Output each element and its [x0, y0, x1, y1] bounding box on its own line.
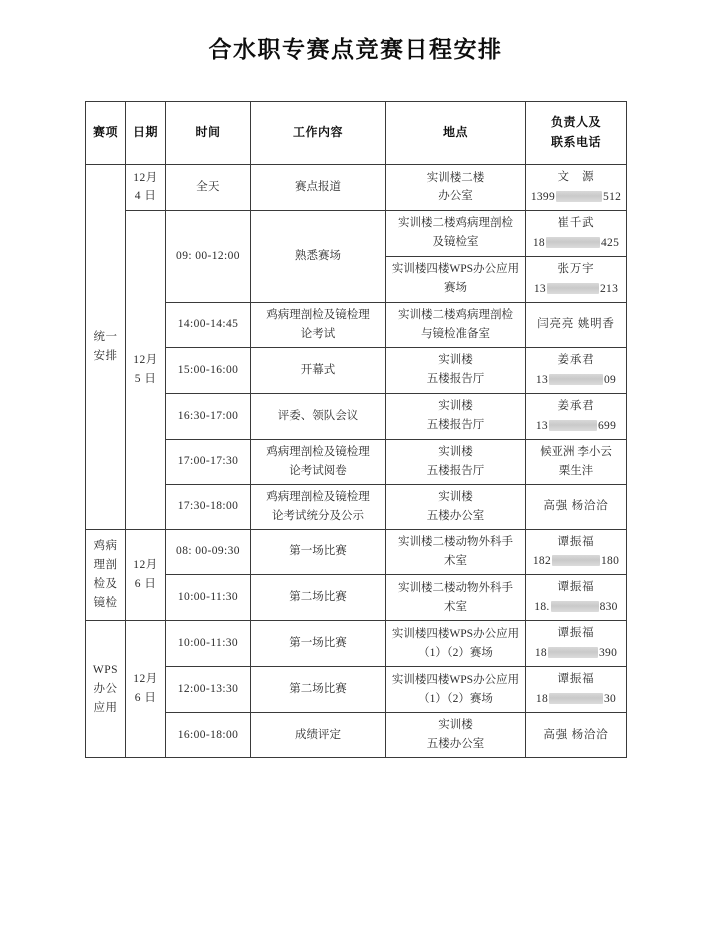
group-label-wps-office: [86, 621, 126, 758]
person-name: 候亚洲 李小云: [540, 445, 612, 458]
place-cell: [386, 393, 526, 439]
table-row: [86, 667, 627, 713]
table-row: [86, 165, 627, 211]
time-cell: 10:00-11:30: [166, 621, 251, 667]
redaction-box: [551, 601, 599, 612]
work-cell: 评委、领队会议: [251, 393, 386, 439]
person-cell: [526, 439, 627, 484]
place-line: 五楼办公室: [426, 509, 485, 522]
table-row: [86, 529, 627, 575]
date-line: 12月: [133, 673, 158, 686]
group-label-line: WPS: [92, 663, 119, 676]
table-row: [86, 302, 627, 347]
place-line: 实训楼四楼WPS办公应用: [391, 627, 520, 640]
phone-prefix: 18: [535, 693, 548, 706]
phone-number: [528, 417, 624, 436]
phone-suffix: 09: [604, 373, 617, 386]
place-line: 五楼办公室: [426, 738, 485, 751]
phone-suffix: 512: [603, 190, 622, 203]
column-header-event: 赛项: [86, 102, 126, 165]
work-line: 鸡病理剖检及镜检理: [266, 445, 370, 458]
place-cell: [386, 484, 526, 529]
place-cell: [386, 575, 526, 621]
place-line: 实训楼二楼鸡病理剖检: [398, 308, 513, 321]
group-label-line: 办公: [93, 682, 118, 695]
place-line: 与镜检准备室: [421, 327, 490, 340]
table-header: [86, 102, 627, 165]
person-name: 谭振福: [557, 535, 595, 548]
schedule-table-container: [85, 101, 626, 758]
work-cell: [251, 439, 386, 484]
place-cell: [386, 713, 526, 758]
work-line: 论考试: [300, 327, 336, 340]
phone-prefix: 13: [533, 282, 546, 295]
phone-prefix: 182: [532, 555, 551, 568]
column-header-time: 时间: [166, 102, 251, 165]
table-row: [86, 439, 627, 484]
person-cell: [526, 529, 627, 575]
person-name: 谭振福: [557, 581, 595, 594]
column-header-person-line2: 联系电话: [550, 135, 601, 149]
column-header-work: 工作内容: [251, 102, 386, 165]
place-line: 实训楼二楼动物外科手: [398, 581, 513, 594]
phone-suffix: 180: [601, 555, 620, 568]
place-line: 五楼报告厅: [426, 419, 485, 432]
redaction-box: [548, 647, 598, 658]
redaction-box: [552, 555, 600, 566]
phone-suffix: 30: [604, 693, 617, 706]
date-cell: [126, 621, 166, 758]
place-line: 五楼报告厅: [426, 464, 485, 477]
person-name: 谭振福: [557, 673, 595, 686]
date-cell: [126, 529, 166, 621]
person-cell: [526, 210, 627, 256]
time-cell: 17:30-18:00: [166, 484, 251, 529]
date-line: 6 日: [134, 692, 157, 705]
phone-number: [528, 280, 624, 299]
place-line: 实训楼: [438, 354, 473, 367]
redaction-box: [549, 374, 603, 385]
table-row: [86, 484, 627, 529]
phone-prefix: 18: [534, 647, 547, 660]
work-line: 鸡病理剖检及镜检理: [266, 308, 370, 321]
time-cell: 17:00-17:30: [166, 439, 251, 484]
work-line: 论考试阅卷: [289, 464, 347, 477]
phone-number: [528, 371, 624, 390]
column-header-person-line1: 负责人及: [550, 115, 601, 130]
person-name: 栗生沣: [558, 464, 594, 477]
time-cell: 全天: [166, 165, 251, 211]
group-label-line: 安排: [93, 349, 118, 362]
group-label-line: 鸡病: [93, 540, 118, 552]
phone-suffix: 699: [597, 419, 617, 432]
person-name: 崔千武: [557, 216, 595, 229]
place-line: 五楼报告厅: [426, 373, 485, 386]
work-cell: 成绩评定: [251, 713, 386, 758]
column-header-person: [526, 102, 627, 165]
time-cell: 16:30-17:00: [166, 393, 251, 439]
time-cell: 14:00-14:45: [166, 302, 251, 347]
redaction-box: [546, 237, 600, 248]
date-line: 12月: [133, 171, 158, 184]
date-line: 5 日: [134, 372, 157, 385]
phone-number: [528, 644, 624, 663]
person-cell: [526, 302, 627, 347]
work-cell: [251, 484, 386, 529]
phone-prefix: 13: [535, 419, 548, 432]
phone-suffix: 390: [598, 647, 618, 660]
person-cell: [526, 393, 627, 439]
group-label-line: 应用: [93, 701, 118, 714]
place-cell: [386, 529, 526, 575]
date-line: 6 日: [134, 577, 157, 590]
person-cell: [526, 256, 627, 302]
group-label-line: 检及: [93, 577, 118, 590]
redaction-box: [556, 191, 602, 202]
phone-prefix: 13: [535, 373, 548, 386]
person-name: 张万宇: [557, 262, 595, 275]
table-row: [86, 713, 627, 758]
place-cell: [386, 667, 526, 713]
place-cell: [386, 347, 526, 393]
redaction-box: [549, 420, 597, 431]
schedule-table: [85, 101, 627, 758]
person-name: 姜承君: [557, 353, 595, 366]
redaction-box: [547, 283, 599, 294]
person-cell: [526, 713, 627, 758]
group-label-line: 镜检: [93, 596, 118, 609]
person-cell: [526, 484, 627, 529]
column-header-date: 日期: [126, 102, 166, 165]
table-row: [86, 621, 627, 667]
time-cell: 09: 00-12:00: [166, 210, 251, 302]
work-cell: 熟悉赛场: [251, 210, 386, 302]
person-cell: [526, 165, 627, 211]
person-name: 文 源: [557, 171, 595, 183]
place-cell: [386, 256, 526, 302]
work-cell: 赛点报道: [251, 165, 386, 211]
group-label-line: 理剖: [93, 558, 118, 571]
phone-number: [528, 234, 624, 253]
place-line: 实训楼二楼动物外科手: [398, 536, 513, 548]
place-line: 办公室: [438, 190, 473, 203]
work-cell: 第二场比赛: [251, 575, 386, 621]
phone-number: [528, 552, 624, 571]
person-cell: [526, 347, 627, 393]
column-header-place: 地点: [386, 102, 526, 165]
work-line: 鸡病理剖检及镜检理: [266, 490, 370, 503]
place-line: （1）（2）赛场: [418, 646, 493, 659]
place-cell: [386, 210, 526, 256]
phone-suffix: 425: [600, 236, 620, 249]
group-label-chicken-pathology: [86, 529, 126, 621]
date-line: 12月: [133, 353, 158, 366]
place-line: 实训楼: [438, 400, 473, 413]
time-cell: 08: 00-09:30: [166, 529, 251, 575]
person-name: 高强 杨洽洽: [543, 500, 609, 513]
work-cell: [251, 302, 386, 347]
place-line: 实训楼二楼鸡病理剖检: [398, 217, 513, 230]
place-cell: [386, 165, 526, 211]
person-name: 高强 杨洽洽: [543, 728, 609, 741]
group-label-unified: [86, 165, 126, 530]
place-line: 实训楼四楼WPS办公应用: [391, 673, 520, 686]
work-cell: 第一场比赛: [251, 529, 386, 575]
phone-suffix: 830: [599, 601, 618, 614]
page-title: 合水职专赛点竞赛日程安排: [208, 37, 503, 62]
work-cell: 开幕式: [251, 347, 386, 393]
place-line: 实训楼: [438, 719, 473, 732]
work-cell: 第一场比赛: [251, 621, 386, 667]
date-cell: [126, 210, 166, 529]
time-cell: 16:00-18:00: [166, 713, 251, 758]
time-cell: 10:00-11:30: [166, 575, 251, 621]
table-header-row: [86, 102, 627, 165]
table-row: [86, 210, 627, 256]
place-line: 实训楼: [438, 445, 473, 458]
phone-prefix: 18.: [534, 601, 550, 614]
group-label-line: 统一: [93, 330, 118, 343]
place-line: 赛场: [444, 282, 467, 295]
place-cell: [386, 621, 526, 667]
work-cell: 第二场比赛: [251, 667, 386, 713]
person-name: 谭振福: [557, 627, 595, 640]
table-row: [86, 575, 627, 621]
table-row: [86, 393, 627, 439]
time-cell: 15:00-16:00: [166, 347, 251, 393]
phone-number: [528, 598, 624, 617]
place-line: 实训楼: [438, 490, 473, 503]
phone-number: [528, 188, 624, 207]
time-cell: 12:00-13:30: [166, 667, 251, 713]
place-line: （1）（2）赛场: [418, 692, 493, 705]
place-line: 实训楼四楼WPS办公应用: [391, 263, 520, 276]
phone-suffix: 213: [599, 282, 619, 295]
phone-number: [528, 690, 624, 709]
place-cell: [386, 302, 526, 347]
place-line: 实训楼二楼: [426, 171, 485, 184]
person-cell: [526, 667, 627, 713]
redaction-box: [549, 693, 603, 704]
table-row: [86, 347, 627, 393]
work-line: 论考试统分及公示: [272, 509, 364, 522]
place-line: 及镜检室: [432, 236, 479, 249]
person-cell: [526, 621, 627, 667]
date-line: 4 日: [134, 190, 157, 203]
phone-prefix: 18: [532, 236, 545, 249]
date-cell: [126, 165, 166, 211]
person-cell: [526, 575, 627, 621]
date-line: 12月: [133, 558, 158, 571]
phone-prefix: 1399: [530, 190, 556, 203]
table-body: [86, 165, 627, 758]
place-line: 术室: [444, 600, 467, 613]
place-cell: [386, 439, 526, 484]
person-name: 闫亮亮 姚明香: [537, 318, 615, 331]
place-line: 术室: [444, 554, 467, 567]
person-name: 姜承君: [557, 399, 595, 412]
